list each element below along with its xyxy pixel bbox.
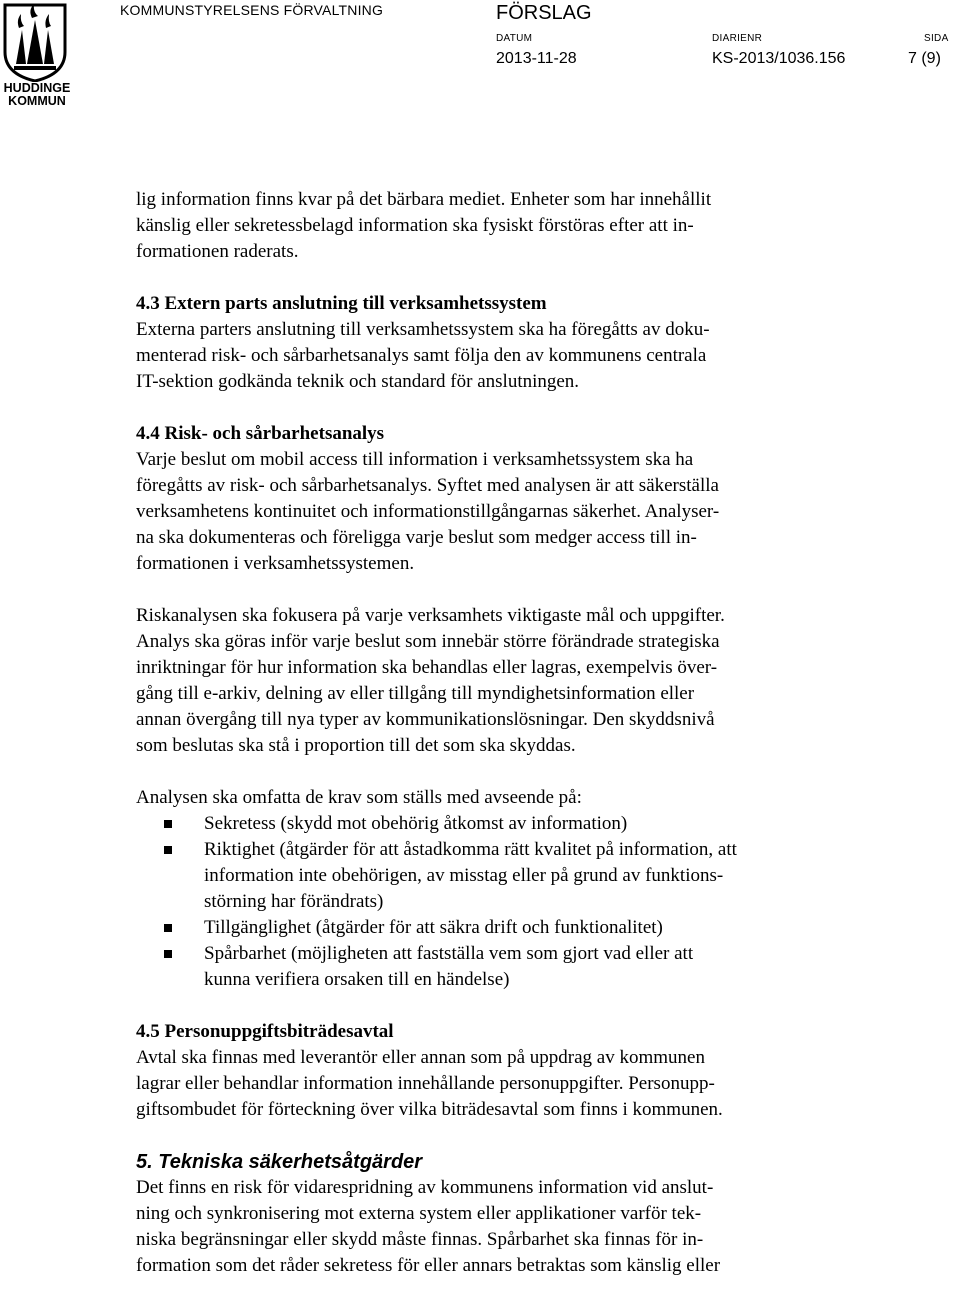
text-line: giftsombudet för förteckning över vilka biträdesavtal som finns i kommunen. xyxy=(136,1099,723,1120)
text-line: IT-sektion godkända teknik och standard för anslutningen. xyxy=(136,371,580,392)
organization-name: KOMMUNSTYRELSENS FÖRVALTNING xyxy=(120,2,384,18)
diarienr-label: DIARIENR xyxy=(712,33,763,44)
text-line: Varje beslut om mobil access till information i verksamhetssystem ska ha xyxy=(136,449,694,470)
section-4-4-paragraph-1 xyxy=(136,447,836,577)
text-line: information inte obehörigen, av misstag eller på grund av funktions- xyxy=(204,865,724,886)
text-line: menterad risk- och sårbarhetsanalys samt följa den av kommunens centrala xyxy=(136,345,707,366)
section-4-5-paragraph xyxy=(136,1045,836,1123)
list-item xyxy=(136,915,836,941)
text-line: formation som det råder sekretess för eller annars betraktas som känslig eller xyxy=(136,1255,721,1276)
text-line: formationen i verksamhetssystemen. xyxy=(136,553,415,574)
section-4-4-paragraph-2 xyxy=(136,603,836,759)
text-line: föregåtts av risk- och sårbarhetsanalys. Syftet med analysen är att säkerställa xyxy=(136,475,719,496)
intro-paragraph xyxy=(136,187,836,265)
text-line: lig information finns kvar på det bärbara mediet. Enheter som har innehållit xyxy=(136,189,712,210)
date-label: DATUM xyxy=(496,33,533,44)
text-line: Spårbarhet (möjligheten att fastställa vem som gjort vad eller att xyxy=(204,943,694,964)
requirements-list xyxy=(136,811,836,993)
text-line: ning och synkronisering mot externa system eller applikationer varför tek- xyxy=(136,1203,702,1224)
text-line: inriktningar för hur information ska behandlas eller lagras, exempelvis över- xyxy=(136,657,718,678)
list-item xyxy=(136,811,836,837)
text-line: kunna verifiera orsaken till en händelse) xyxy=(204,969,510,990)
bullet-icon xyxy=(164,820,172,828)
text-line: känslig eller sekretessbelagd information ska fysiskt förstöras efter att in- xyxy=(136,215,694,236)
text-line: Riktighet (åtgärder för att åstadkomma rätt kvalitet på information, att xyxy=(204,839,737,860)
bullet-icon xyxy=(164,846,172,854)
bullet-icon xyxy=(164,950,172,958)
municipality-logo xyxy=(2,2,71,108)
text-line: Det finns en risk för vidarespridning av kommunens information vid anslut- xyxy=(136,1177,714,1198)
list-item xyxy=(136,837,836,915)
bullet-icon xyxy=(164,924,172,932)
date-value: 2013-11-28 xyxy=(496,50,577,67)
section-4-4-heading: 4.4 Risk- och sårbarhetsanalys xyxy=(136,423,385,444)
text-line: verksamhetens kontinuitet och informationstillgångarnas säkerhet. Analyser- xyxy=(136,501,720,522)
page-label: SIDA xyxy=(924,33,949,44)
diarienr-value: KS-2013/1036.156 xyxy=(712,50,846,67)
text-line: formationen raderats. xyxy=(136,241,299,262)
text-line: Tillgänglighet (åtgärder för att säkra drift och funktionalitet) xyxy=(204,917,663,938)
section-4-5-heading: 4.5 Personuppgiftsbiträdesavtal xyxy=(136,1021,394,1042)
logo-text-line1: HUDDINGE xyxy=(3,81,71,95)
section-5-heading: 5. Tekniska säkerhetsåtgärder xyxy=(136,1151,423,1173)
page-number: 7 (9) xyxy=(908,50,941,67)
text-line: som beslutas ska stå i proportion till det som ska skyddas. xyxy=(136,735,576,756)
text-line: annan övergång till nya typer av kommunikationslösningar. Den skyddsnivå xyxy=(136,709,715,730)
coat-of-arms-icon xyxy=(2,2,68,82)
list-item xyxy=(136,941,836,993)
section-4-4-paragraph-3: Analysen ska omfatta de krav som ställs med avseende på: xyxy=(136,787,582,808)
section-4-3-paragraph xyxy=(136,317,836,395)
document-body xyxy=(136,187,836,1279)
section-4-3-heading: 4.3 Extern parts anslutning till verksamhetssystem xyxy=(136,293,547,314)
logo-text-line2: KOMMUN xyxy=(8,94,66,108)
text-line: Externa parters anslutning till verksamhetssystem ska ha föregåtts av doku- xyxy=(136,319,710,340)
section-5-paragraph xyxy=(136,1175,836,1279)
text-line: störning har förändrats) xyxy=(204,891,384,912)
text-line: Sekretess (skydd mot obehörig åtkomst av information) xyxy=(204,813,628,834)
text-line: Riskanalysen ska fokusera på varje verksamhets viktigaste mål och uppgifter. xyxy=(136,605,725,626)
text-line: gång till e-arkiv, delning av eller tillgång till myndighetsinformation eller xyxy=(136,683,695,704)
text-line: Analys ska göras inför varje beslut som innebär större förändrade strategiska xyxy=(136,631,720,652)
document-type: FÖRSLAG xyxy=(496,2,592,24)
text-line: Avtal ska finnas med leverantör eller annan som på uppdrag av kommunen xyxy=(136,1047,705,1068)
text-line: lagrar eller behandlar information innehållande personuppgifter. Personupp- xyxy=(136,1073,715,1094)
text-line: niska begränsningar eller skydd måste finnas. Spårbarhet ska finnas för in- xyxy=(136,1229,704,1250)
text-line: na ska dokumenteras och föreligga varje beslut som medger access till in- xyxy=(136,527,697,548)
